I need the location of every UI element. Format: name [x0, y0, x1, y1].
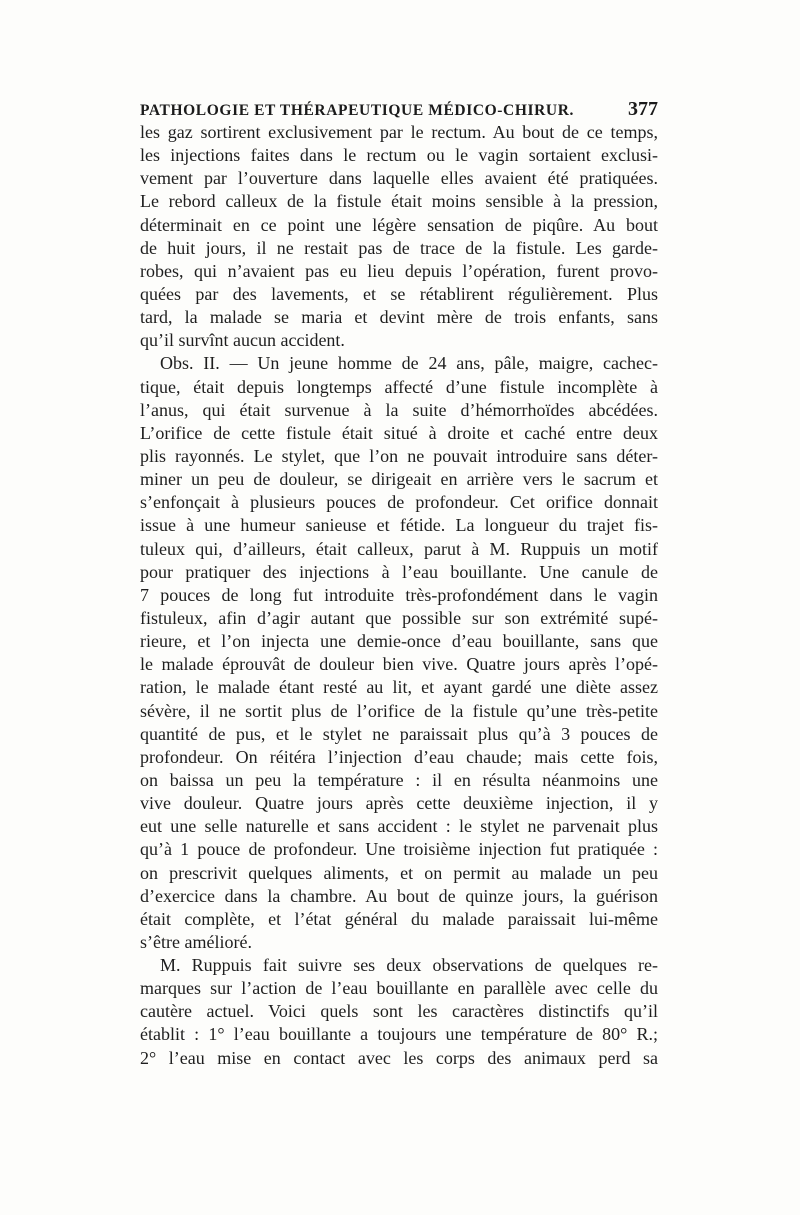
- text-line: eut une selle naturelle et sans accident : le stylet ne parvenait plus: [140, 816, 658, 837]
- text-line: fistuleux, afin d’agir autant que possible sur son extrémité supé-: [140, 607, 658, 628]
- text-line: Le rebord calleux de la fistule était moins sensible à la pression,: [140, 191, 658, 212]
- text-line: rieure, et l’on injecta une demie-once d’eau bouillante, sans que: [140, 631, 658, 652]
- running-head: [140, 98, 658, 121]
- text-line: qu’il survînt aucun accident.: [140, 330, 345, 351]
- text-line: pour pratiquer des injections à l’eau bouillante. Une canule de: [140, 561, 658, 582]
- text-line: les gaz sortirent exclusivement par le rectum. Au bout de ce temps,: [140, 122, 658, 142]
- text-line: ration, le malade étant resté au lit, et ayant gardé une diète assez: [140, 677, 658, 698]
- text-line: 7 pouces de long fut introduite très-profondément dans le vagin: [140, 584, 658, 605]
- text-line: vement par l’ouverture dans laquelle elles avaient été pratiquées.: [140, 168, 658, 189]
- text-line: 2° l’eau mise en contact avec les corps des animaux perd sa: [140, 1047, 658, 1068]
- text-line: déterminait en ce point une légère sensation de piqûre. Au bout: [140, 214, 658, 235]
- text-line: quées par des lavements, et se rétablirent régulièrement. Plus: [140, 283, 658, 304]
- text-line: Obs. II. — Un jeune homme de 24 ans, pâle, maigre, cachec-: [160, 353, 658, 374]
- text-line: cautère actuel. Voici quels sont les caractères distinctifs qu’il: [140, 1001, 658, 1022]
- text-line: robes, qui n’avaient pas eu lieu depuis l’opération, furent provo-: [140, 260, 658, 281]
- text-line: l’anus, qui était survenue à la suite d’hémorrhoïdes abcédées.: [140, 399, 658, 420]
- text-line: on prescrivit quelques aliments, et on permit au malade un peu: [140, 862, 658, 883]
- text-line: profondeur. On réitéra l’injection d’eau chaude; mais cette fois,: [140, 746, 658, 767]
- text-line: issue à une humeur sanieuse et fétide. La longueur du trajet fis-: [140, 515, 658, 536]
- text-line: s’être amélioré.: [140, 931, 252, 952]
- text-line: les injections faites dans le rectum ou le vagin sortaient exclusi-: [140, 145, 658, 166]
- text-line: établit : 1° l’eau bouillante a toujours une température de 80° R.;: [140, 1024, 658, 1045]
- text-line: le malade éprouvât de douleur bien vive. Quatre jours après l’opé-: [140, 654, 658, 675]
- text-line: L’orifice de cette fistule était situé à droite et caché entre deux: [140, 422, 658, 443]
- running-title: PATHOLOGIE ET THÉRAPEUTIQUE MÉDICO-CHIRUR.: [140, 102, 574, 119]
- text-body: [140, 121, 658, 1070]
- page-number: 377: [628, 98, 658, 120]
- text-line: d’exercice dans la chambre. Au bout de quinze jours, la guérison: [140, 885, 658, 906]
- text-line: vive douleur. Quatre jours après cette deuxième injection, il y: [140, 793, 658, 814]
- text-line: s’enfonçait à plusieurs pouces de profondeur. Cet orifice donnait: [140, 492, 658, 513]
- text-line: marques sur l’action de l’eau bouillante en parallèle avec celle du: [140, 978, 658, 999]
- text-line: était complète, et l’état général du malade paraissait lui-même: [140, 908, 658, 929]
- text-line: on baissa un peu la température : il en résulta néanmoins une: [140, 769, 658, 790]
- text-line: de huit jours, il ne restait pas de trace de la fistule. Les garde-: [140, 237, 658, 258]
- text-line: tuleux qui, d’ailleurs, était calleux, parut à M. Ruppuis un motif: [140, 538, 658, 559]
- text-line: plis rayonnés. Le stylet, que l’on ne pouvait introduire sans déter-: [140, 445, 658, 466]
- text-line: tard, la malade se maria et devint mère de trois enfants, sans: [140, 307, 658, 328]
- text-line: quantité de pus, et le stylet ne paraissait plus qu’à 3 pouces de: [140, 723, 658, 744]
- text-line: tique, était depuis longtemps affecté d’une fistule incomplète à: [140, 376, 658, 397]
- text-line: sévère, il ne sortit plus de l’orifice de la fistule qu’une très-petite: [140, 700, 658, 721]
- text-line: M. Ruppuis fait suivre ses deux observations de quelques re-: [160, 955, 658, 976]
- text-line: miner un peu de douleur, se dirigeait en arrière vers le sacrum et: [140, 469, 658, 490]
- text-line: qu’à 1 pouce de profondeur. Une troisième injection fut pratiquée :: [140, 839, 658, 860]
